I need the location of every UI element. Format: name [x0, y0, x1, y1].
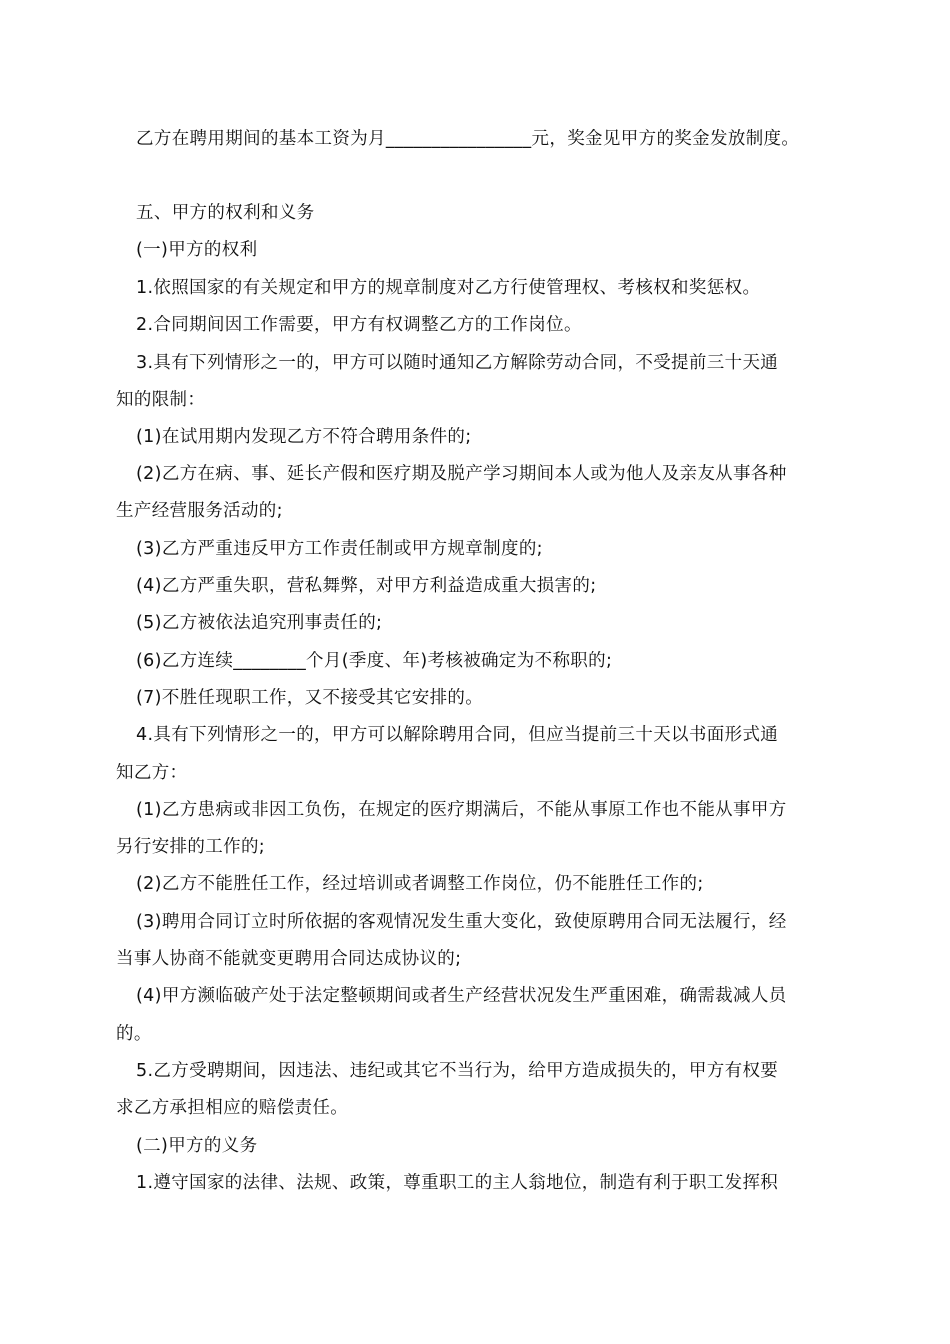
clause-3: 3.具有下列情形之一的，甲方可以随时通知乙方解除劳动合同，不受提前三十天通 [136, 353, 779, 373]
obligation-1: 1.遵守国家的法律、法规、政策，尊重职工的主人翁地位，制造有利于职工发挥积 [136, 1173, 779, 1193]
item-3-1: (1)在试用期内发现乙方不符合聘用条件的; [136, 427, 472, 447]
subsection-heading-rights: (一)甲方的权利 [136, 240, 258, 260]
section-heading-5: 五、甲方的权利和义务 [136, 203, 315, 223]
subsection-heading-obligations: (二)甲方的义务 [136, 1136, 258, 1156]
clause-4: 4.具有下列情形之一的，甲方可以解除聘用合同，但应当提前三十天以书面形式通 [136, 725, 779, 745]
item-3-6: (6)乙方连续________个月(季度、年)考核被确定为不称职的; [136, 651, 613, 671]
item-3-3: (3)乙方严重违反甲方工作责任制或甲方规章制度的; [136, 539, 543, 559]
item-4-1-continued: 另行安排的工作的; [116, 837, 266, 857]
item-4-4: (4)甲方濒临破产处于法定整顿期间或者生产经营状况发生严重困难，确需裁减人员 [136, 986, 787, 1006]
item-3-5: (5)乙方被依法追究刑事责任的; [136, 613, 383, 633]
item-4-4-continued: 的。 [116, 1024, 152, 1044]
item-4-1: (1)乙方患病或非因工负伤，在规定的医疗期满后，不能从事原工作也不能从事甲方 [136, 800, 787, 820]
clause-1: 1.依照国家的有关规定和甲方的规章制度对乙方行使管理权、考核权和奖惩权。 [136, 278, 761, 298]
clause-5: 5.乙方受聘期间，因违法、违纪或其它不当行为，给甲方造成损失的，甲方有权要 [136, 1061, 779, 1081]
salary-clause-line: 乙方在聘用期间的基本工资为月________________元，奖金见甲方的奖金发放制度。 [136, 129, 800, 149]
item-4-3-continued: 当事人协商不能就变更聘用合同达成协议的; [116, 949, 462, 969]
clause-5-continued: 求乙方承担相应的赔偿责任。 [116, 1098, 349, 1118]
clause-3-continued: 知的限制： [116, 390, 206, 410]
item-3-4: (4)乙方严重失职，营私舞弊，对甲方利益造成重大损害的; [136, 576, 597, 596]
item-3-2-continued: 生产经营服务活动的; [116, 501, 283, 521]
item-3-7: (7)不胜任现职工作，又不接受其它安排的。 [136, 688, 484, 708]
clause-2: 2.合同期间因工作需要，甲方有权调整乙方的工作岗位。 [136, 315, 582, 335]
clause-4-continued: 知乙方： [116, 763, 188, 783]
item-4-3: (3)聘用合同订立时所依据的客观情况发生重大变化，致使原聘用合同无法履行，经 [136, 912, 787, 932]
item-4-2: (2)乙方不能胜任工作，经过培训或者调整工作岗位，仍不能胜任工作的; [136, 874, 704, 894]
item-3-2: (2)乙方在病、事、延长产假和医疗期及脱产学习期间本人或为他人及亲友从事各种 [136, 464, 787, 484]
